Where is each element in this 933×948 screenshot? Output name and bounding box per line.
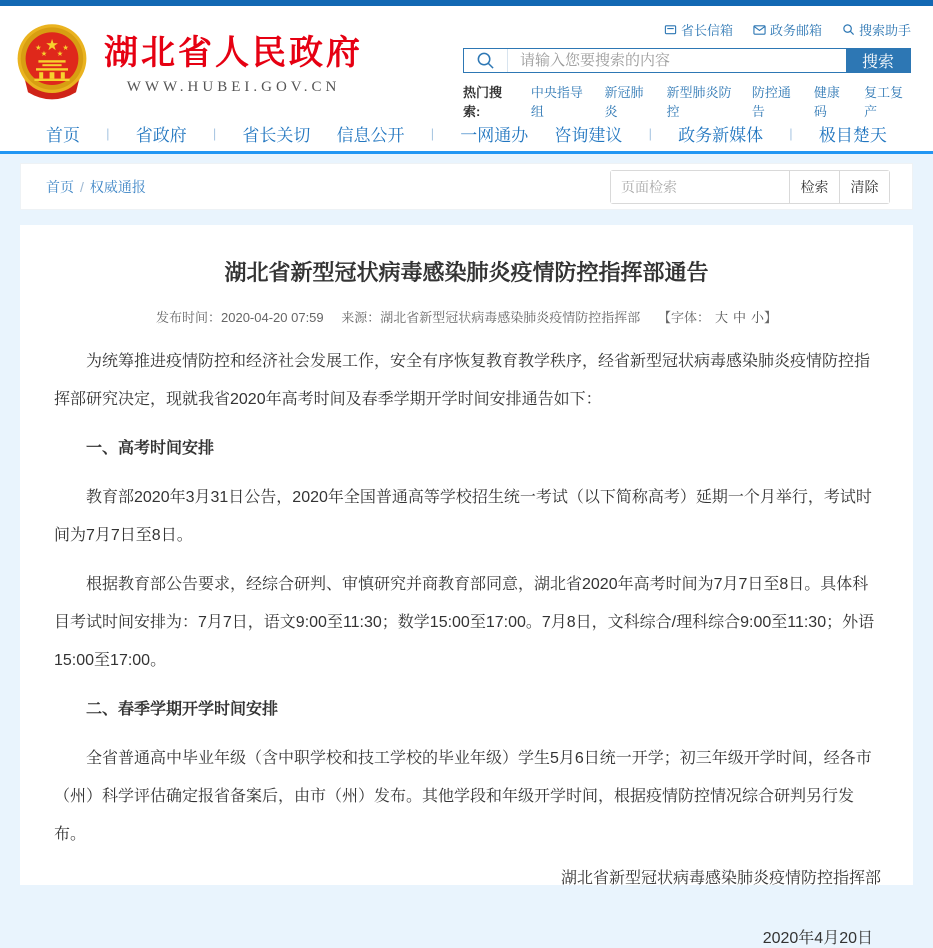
article-paragraph: 二、春季学期开学时间安排 (86, 701, 279, 718)
page-search-clear-button[interactable]: 清除 (839, 171, 889, 203)
breadcrumb-row (20, 163, 913, 210)
hot-search-link[interactable]: 健康码 (813, 85, 840, 119)
governor-mailbox-link[interactable] (664, 20, 733, 39)
header-right (463, 20, 911, 119)
gov-email-label: 政务邮箱 (769, 23, 822, 38)
top-utility-links (463, 20, 911, 39)
svg-text:★: ★ (56, 48, 64, 58)
svg-text:★: ★ (40, 48, 48, 58)
breadcrumb-separator: / (80, 178, 84, 195)
hot-search-link[interactable]: 防控通告 (751, 85, 791, 119)
svg-text:★: ★ (45, 35, 59, 54)
article-paragraph: 为统筹推进疫情防控和经济社会发展工作，安全有序恢复教育教学秩序，经省新型冠状病毒感染肺炎疫情防控指挥部研究决定，现就我省2020年高考时间及春季学期开学时间安排通告如下： (54, 353, 871, 408)
site-brand[interactable] (12, 20, 363, 109)
article-signature: 湖北省新型冠状病毒感染肺炎疫情防控指挥部 (560, 870, 881, 887)
national-emblem-logo (12, 22, 92, 108)
font-size-large[interactable]: 大 (714, 310, 728, 325)
search-icon-box (464, 49, 508, 72)
nav-item[interactable]: 咨询建议 (554, 125, 623, 145)
nav-item[interactable]: 信息公开 (336, 125, 405, 145)
hot-search-row (463, 82, 911, 120)
font-size-medium[interactable]: 中 (732, 310, 746, 325)
search-helper-link[interactable] (842, 20, 911, 39)
nav-item[interactable]: 一网通办 (460, 125, 529, 145)
breadcrumb-current[interactable]: 权威通报 (89, 178, 146, 195)
nav-separator: | (212, 125, 217, 141)
nav-separator: | (789, 125, 793, 141)
article-source: 来源：湖北省新型冠状病毒感染肺炎疫情防控指挥部 (341, 310, 641, 325)
svg-text:★: ★ (62, 42, 69, 52)
font-size-small[interactable]: 小 (750, 310, 764, 325)
nav-item[interactable]: 极目楚天 (818, 125, 887, 145)
hot-search-link[interactable]: 中央指导组 (530, 85, 583, 119)
nav-item[interactable]: 首页 (46, 125, 80, 145)
search-icon (476, 51, 495, 70)
font-size-control (658, 310, 777, 325)
governor-mailbox-label: 省长信箱 (680, 23, 733, 38)
hot-search-link[interactable]: 新冠肺炎 (604, 85, 644, 119)
envelope-icon (753, 23, 766, 36)
article-date: 2020年4月20日 (762, 930, 873, 947)
site-search-bar (463, 48, 911, 73)
article-title: 湖北省新型冠状病毒感染肺炎疫情防控指挥部通告 (224, 260, 709, 285)
page-search-input[interactable] (611, 171, 789, 203)
nav-item[interactable]: 省长关切 (242, 125, 311, 145)
article-paragraph: 根据教育部公告要求，经综合研判、审慎研究并商教育部同意，湖北省2020年高考时间为7月7日至8日。具体科目考试时间安排为：7月7日，语文9:00至11:30；数学15:00至17:00。7月8日，文科综合/理科综合9:00至11:30；外语15:00至17:00。 (54, 576, 875, 669)
search-helper-label: 搜索助手 (858, 23, 911, 38)
article-paragraph: 全省普通高中毕业年级（含中职学校和技工学校的毕业年级）学生5月6日统一开学；初三年级开学时间，经各市（州）科学评估确定报省备案后，由市（州）发布。其他学段和年级开学时间，根据疫情防控情况综合研判另行发布。 (54, 750, 872, 843)
article-paragraph: 教育部2020年3月31日公告，2020年全国普通高等学校招生统一考试（以下简称高考）延期一个月举行，考试时间为7月7日至8日。 (54, 489, 872, 544)
hot-search-link[interactable]: 复工复产 (864, 85, 904, 119)
gov-email-link[interactable] (753, 20, 822, 39)
font-size-prefix: 【字体： (657, 310, 710, 325)
article-card (20, 225, 913, 947)
mailbox-icon (664, 23, 677, 36)
breadcrumb-home[interactable]: 首页 (46, 178, 74, 195)
site-search-input[interactable] (508, 49, 846, 72)
hot-search-label: 热门搜索: (463, 85, 503, 119)
search-helper-icon (842, 23, 855, 36)
nav-item[interactable]: 政务新媒体 (678, 125, 764, 145)
site-url: WWW.HUBEI.GOV.CN (126, 79, 341, 95)
article-body (48, 343, 885, 854)
nav-separator: | (648, 125, 652, 141)
nav-separator: | (106, 125, 110, 141)
page-search-group (610, 170, 890, 204)
svg-text:★: ★ (35, 42, 42, 52)
article-paragraph: 一、高考时间安排 (86, 440, 215, 457)
main-nav (0, 115, 933, 154)
hot-search-link[interactable]: 新型肺炎防控 (666, 85, 732, 119)
breadcrumb (46, 177, 146, 197)
hot-search-links (531, 82, 911, 120)
nav-item[interactable]: 省政府 (135, 125, 187, 145)
font-size-suffix: 】 (764, 310, 778, 325)
site-header (0, 6, 933, 119)
nav-separator: | (430, 125, 435, 141)
publish-time: 发布时间：2020-04-20 07:59 (155, 310, 324, 325)
page-search-button[interactable]: 检索 (789, 171, 839, 203)
site-title: 湖北省人民政府 (104, 34, 363, 72)
article-meta (48, 307, 885, 326)
site-search-button[interactable]: 搜索 (846, 49, 910, 72)
